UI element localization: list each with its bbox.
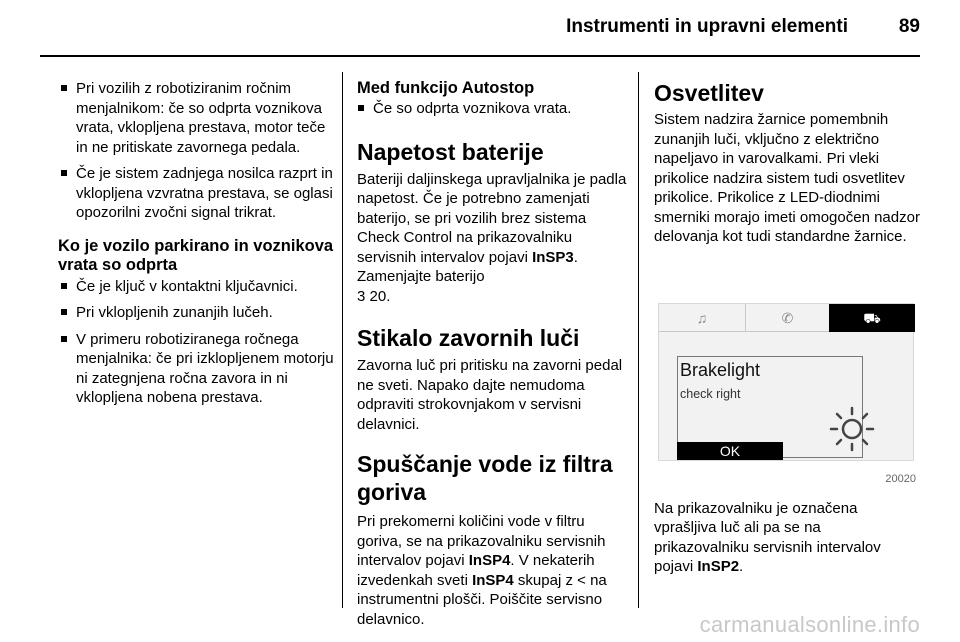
car-icon: ⛟ <box>829 304 915 332</box>
ok-button: OK <box>677 442 783 460</box>
display-tab-bar <box>659 304 913 332</box>
header-title: Instrumenti in upravni elementi <box>566 16 848 37</box>
section-heading-battery: Napetost baterije <box>357 138 544 165</box>
watermark: carmanualsonline.info <box>699 612 920 637</box>
figure-id: 20020 <box>885 472 916 485</box>
column-divider-1 <box>342 72 343 608</box>
list-item: Pri vozilih z robotiziranim ročnim menjalnikom: če so odprta voznikova vrata, vklopljena prestava, motor teče in ne pritiskate zavornega pedala. <box>60 79 336 157</box>
list-item: Če so odprta voznikova vrata. <box>357 99 629 119</box>
list-item: V primeru robotiziranega ročnega menjalnika: če pri izklopljenem motorju ni zategnjena ročna zavora in ni vklopljena nobena prestava. <box>60 330 336 408</box>
service-code: InSP4 <box>468 552 511 569</box>
phone-icon: ✆ <box>745 304 829 332</box>
display-figure <box>654 277 916 491</box>
column-2 <box>357 79 629 629</box>
page-header <box>0 0 960 48</box>
section-heading-autostop: Med funkcijo Autostop <box>357 79 535 97</box>
section-heading-brake-switch: Stikalo zavornih luči <box>357 325 580 351</box>
info-display-screen <box>658 303 914 461</box>
section-heading-parked: Ko je vozilo parkirano in voznikova vrata so odprta <box>58 236 334 274</box>
column-1 <box>60 79 336 415</box>
fuel-paragraph: Pri prekomerni količini vode v filtru goriva, se na prikazovalniku servisnih intervalov pojavi InSP4. V nekaterih izvedenkah sveti InSP4 skupaj z < na instrumentni plošči. Poiščite servisno delavnico. <box>357 513 607 628</box>
brake-paragraph: Zavorna luč pri pritisku na zavorni pedal ne sveti. Napako dajte nemudoma odpraviti strokovnjakom v servisni delavnici. <box>357 357 623 433</box>
section-heading-fuel-filter: Spuščanje vode iz filtra goriva <box>357 451 613 505</box>
column-3 <box>654 79 926 577</box>
service-code: InSP2 <box>697 558 740 575</box>
sun-icon <box>827 404 877 454</box>
message-subtitle: check right <box>680 386 741 401</box>
column-divider-2 <box>638 72 639 608</box>
page-reference[interactable]: 3 20. <box>357 287 391 305</box>
service-code: InSP4 <box>472 571 514 589</box>
music-icon: ♫ <box>696 309 708 326</box>
service-code: InSP3 <box>532 248 574 266</box>
battery-paragraph: Bateriji daljinskega upravljalnika je padla napetost. Če je potrebno zamenjati baterijo, se pri vozilih brez sistema Check Control na prikazovalniku servisnih intervalov pojavi InSP3. Zamenjajte baterijo 3 20. <box>357 170 627 305</box>
section-heading-lighting: Osvetlitev <box>654 80 764 106</box>
list-item: Če je sistem zadnjega nosilca razprt in vklopljena vzvratna prestava, se oglasi opozorilni zvočni signal trikrat. <box>60 164 336 223</box>
list-item: Če je ključ v kontaktni ključavnici. <box>60 277 336 297</box>
list-item: Pri vklopljenih zunanjih lučeh. <box>60 303 336 323</box>
fuel-filter-icon: < <box>577 571 586 589</box>
lighting-paragraph: Sistem nadzira žarnice pomembnih zunanjih luči, vključno z električno napeljavo in varovalkami. Pri vleki prikolice nadzira sistem tudi osvetlitev prikolice. Prikolice z LED-diodnimi smerniki morajo imeti omogočen nadzor delovanja kot tudi standardne žarnice. <box>654 111 920 245</box>
message-title: Brakelight <box>680 359 761 380</box>
page-number: 89 <box>898 16 920 37</box>
figure-caption: Na prikazovalniku je označena vprašljiva luč ali pa se na prikazovalniku servisnih intervalov pojavi InSP2. <box>654 499 881 575</box>
header-rule <box>40 55 920 57</box>
